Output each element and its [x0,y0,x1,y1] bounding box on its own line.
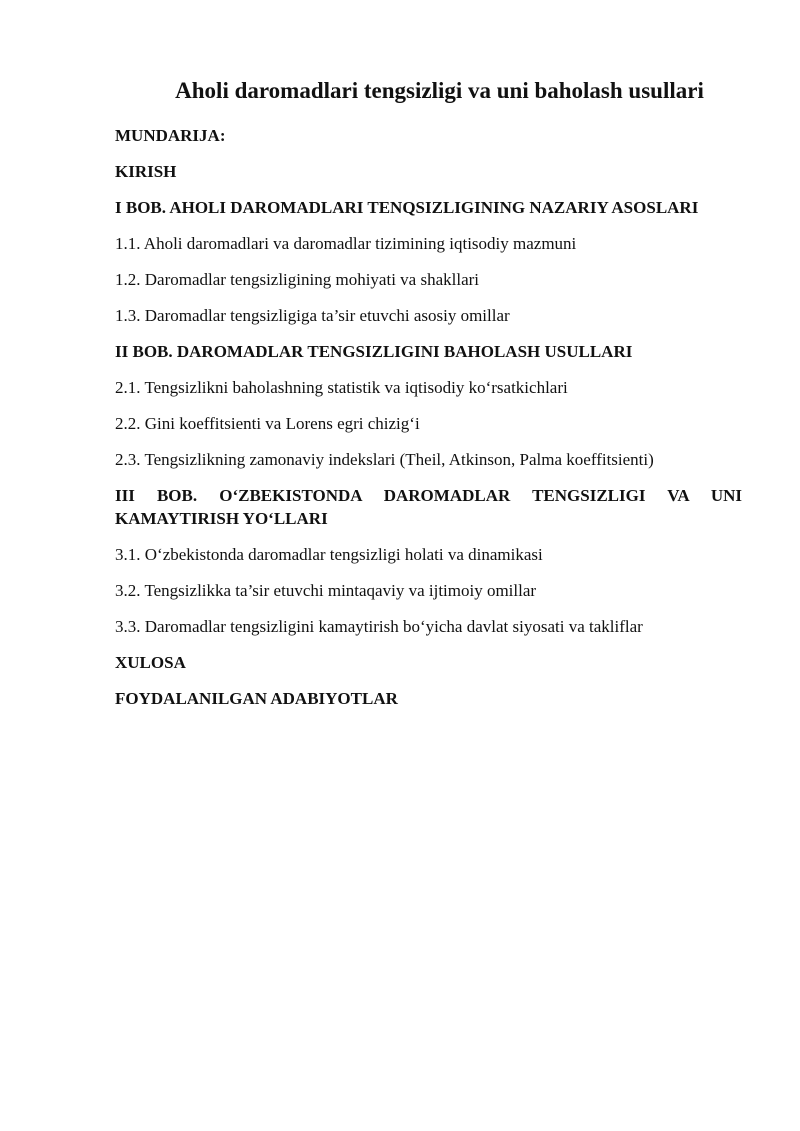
toc-entry-chapter-2: II BOB. DAROMADLAR TENGSIZLIGINI BAHOLASH USULLARI [115,342,633,361]
table-of-contents [115,160,742,710]
toc-entry-section-3-2: 3.2. Tengsizlikka ta’sir etuvchi mintaqaviy va ijtimoiy omillar [115,581,537,600]
toc-entry-section-3-1: 3.1. O‘zbekistonda daromadlar tengsizligi holati va dinamikasi [115,545,543,564]
document-title: Aholi daromadlari tengsizligi va uni baholash usullari [175,78,704,103]
toc-entry-chapter-3: III BOB. O‘ZBEKISTONDA DAROMADLAR TENGSIZLIGI VA UNI KAMAYTIRISH YO‘LLARI [115,486,742,528]
toc-entry-section-2-3: 2.3. Tengsizlikning zamonaviy indekslari (Theil, Atkinson, Palma koeffitsienti) [115,450,654,469]
toc-entry-section-1-2: 1.2. Daromadlar tengsizligining mohiyati va shakllari [115,270,479,289]
toc-entry-section-2-1: 2.1. Tengsizlikni baholashning statistik va iqtisodiy ko‘rsatkichlari [115,378,568,397]
toc-entry-references: FOYDALANILGAN ADABIYOTLAR [115,689,398,708]
toc-entry-conclusion: XULOSA [115,653,186,672]
toc-entry-section-1-1: 1.1. Aholi daromadlari va daromadlar tizimining iqtisodiy mazmuni [115,234,577,253]
toc-entry-section-2-2: 2.2. Gini koeffitsienti va Lorens egri chizig‘i [115,414,420,433]
toc-entry-section-1-3: 1.3. Daromadlar tengsizligiga ta’sir etuvchi asosiy omillar [115,306,510,325]
toc-entry-chapter-1: I BOB. AHOLI DAROMADLARI TENQSIZLIGINING NAZARIY ASOSLARI [115,198,699,217]
toc-entry-section-3-3: 3.3. Daromadlar tengsizligini kamaytirish bo‘yicha davlat siyosati va takliflar [115,617,643,636]
document-page [115,76,742,723]
toc-entry-intro: KIRISH [115,162,177,181]
contents-heading: MUNDARIJA: [115,126,226,145]
